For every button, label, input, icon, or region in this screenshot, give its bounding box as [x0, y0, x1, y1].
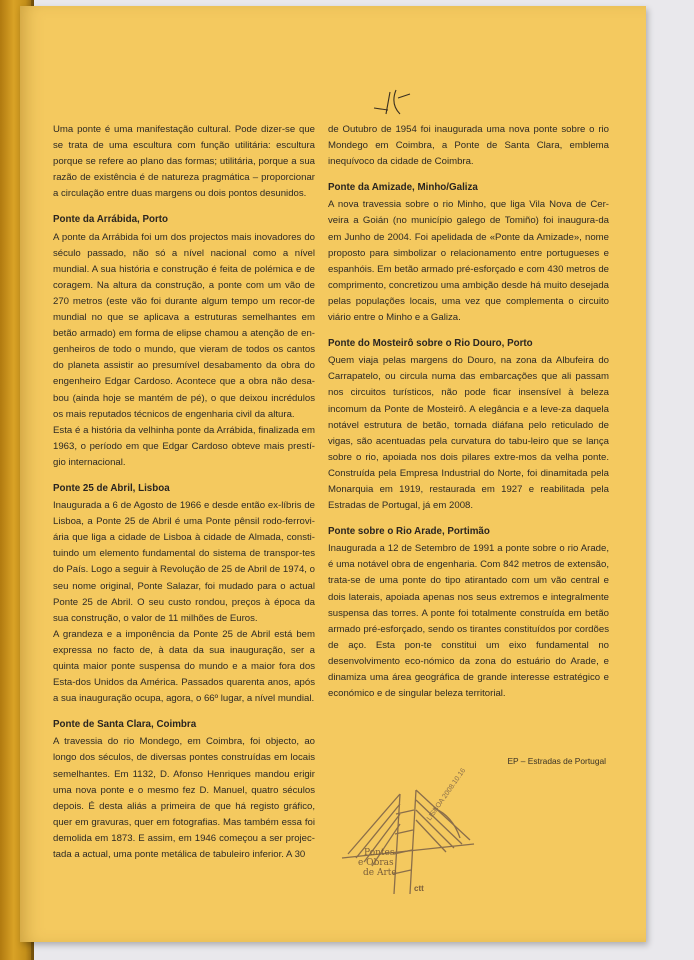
logo-text-arte: de Arte: [363, 868, 397, 878]
logo-text-obras: e Obras: [358, 858, 394, 868]
logo-brand: ctt: [414, 884, 424, 893]
credit-line: EP – Estradas de Portugal: [507, 756, 606, 766]
abril-paragraph-2: A grandeza e a imponência da Ponte 25 de Abril está bem expressa no facto de, à data da sua inauguração, ser a quinta maior ponte suspensa do mundo e a maior fora dos Esta-dos Unidos da América. Passados quarenta anos, após a sua inauguração ocupa, agora, o 66º lugar, a nível mundial.: [53, 628, 315, 705]
postmark-date: LISBOA 2008.10.16: [426, 767, 468, 823]
abril-paragraph-1: Inaugurada a 6 de Agosto de 1966 e desde então ex-líbris de Lisboa, a Ponte 25 de Abril é uma Ponte pênsil rodo-ferrovi-ária que liga a cidade de Lisboa à cidade de Almada, consti-tuindo um elemento fundamental do sistema de transpor-tes do País. Logo a seguir à Revolução de 25 de Abril de 1974, o seu nome original, Ponte Salazar, foi mudado para o actual Ponte 25 de Abril. O seu custo rondou, preços à época da sua construção, o valor de 11 milhões de Euros.: [53, 500, 315, 624]
santa-clara-paragraph: A travessia do rio Mondego, em Coimbra, foi objecto, ao longo dos séculos, de diversas pontes construídas em locais semelhantes. Em 1132, D. Afonso Henriques mandou erigir uma nova ponte e o mesmo fez D. Manuel, quatro séculos depois. É desta aliás a primeira de que há registo gráfico, quer em gravuras, quer em fotografias. Mas também essa foi demolida em 1873. E assim, em 1946 começou a ser projec-tada a actual, uma ponte metálica de tabuleiro inferior. A 30: [53, 736, 315, 861]
arrabida-paragraph-1: A ponte da Arrábida foi um dos projectos mais inovadores do século passado, não só a nível nacional como a nível mundial. A sua história e construção é feita de polémica e de coragem. Na altura da construção, a ponte com um vão de 270 metros (este vão foi durante algum tempo um recor-de mundial no que se aplicava a estruturas semelhantes em betão armado) em forma de elipse chamou a atenção de en-genheiros de todo o mundo, que vieram de todos os cantos do planeta assistir ao presumível desabamento da obra do engenheiro Edgar Cardoso. Acontece que a obra não desa-bou (ainda hoje se mantém de pé), o que deixou incrédulos os mais reputados técnicos de engenharia civil da altura.: [53, 231, 315, 420]
santa-clara-heading: Ponte de Santa Clara, Coimbra: [53, 719, 197, 731]
intro-paragraph: Uma ponte é uma manifestação cultural. Pode dizer-se que se trata de uma escultura com função utilitária: escultura porque se refere ao plano das formas; utilitária, porque a sua razão de existência é de natureza pragmática – proporcionar a circulação entre duas margens ou dois pontos desunidos.: [53, 124, 315, 200]
mosteiro-heading: Ponte do Mosteirô sobre o Rio Douro, Porto: [328, 338, 533, 350]
left-column: [53, 122, 315, 863]
santa-clara-continuation: de Outubro de 1954 foi inaugurada uma nova ponte sobre o rio Mondego em Coimbra, a Ponte de Santa Clara, emblema inequívoco da cidade de Coimbra.: [328, 124, 609, 168]
signature-mark: [370, 84, 414, 120]
amizade-heading: Ponte da Amizade, Minho/Galiza: [328, 182, 478, 194]
mosteiro-paragraph: Quem viaja pelas margens do Douro, na zona da Albufeira do Carrapatelo, ou circula numa das embarcações que ali passam nos circuitos turísticos, não pode ficar insensível à beleza incomum da Ponte de Mosteirô. A elegância e a leve-za daquela notável estrutura de betão, tornada diáfana pelo reticulado de vigas, são acentuadas pela curvatura do tabu-leiro que se lança sobre o rio, apoiada nos dois pilares extre-mos da velha ponte. Construída pela Empresa Industrial do Norte, foi dinamitada pela Monarquia em 1919, restaurada em 1927 e reabilitada pela Estradas de Portugal, já em 2008.: [328, 355, 609, 512]
arrabida-heading: Ponte da Arrábida, Porto: [53, 214, 169, 226]
arrabida-paragraph-2: Esta é a história da velhinha ponte da Arrábida, finalizada em 1963, o período em que Edgar Cardoso obteve mais prestí-gio internacional.: [53, 424, 315, 468]
abril-heading: Ponte 25 de Abril, Lisboa: [53, 482, 170, 494]
logo-text-pontes: Pontes: [364, 848, 395, 858]
arade-paragraph: Inaugurada a 12 de Setembro de 1991 a ponte sobre o rio Arade, é uma notável obra de engenharia. Com 842 metros de extensão, trata-se de uma ponte do tipo atirantado com um vão central e dois laterais, apoiada apenas nos seus extremos e integralmente suspensa das torres. A ponte foi totalmente construída em betão armado pré-esforçado, sendo os tirantes constituídos por cordões de aço. Esta pon-te constitui um eixo fundamental no desenvolvimento eco-nómico da zona do estuário do Arade, e dinamiza uma área geográfica de grande interesse estratégico e económico e de singular beleza territorial.: [328, 543, 609, 700]
arade-heading: Ponte sobre o Rio Arade, Portimão: [328, 526, 490, 538]
bridge-postmark-icon: [338, 774, 478, 904]
brochure-page: [20, 6, 646, 942]
right-column: [328, 122, 609, 702]
amizade-paragraph: A nova travessia sobre o rio Minho, que liga Vila Nova de Cer-veira a Goián (no município galego de Tomiño) foi inaugura-da em Junho de 2004. Foi apelidada de «Ponte da Amizade», nome proposto para simbolizar o relacionamento entre portugueses e espanhóis. Em betão armado pré-esforçado e com 430 metros de comprimento, concretizou uma ambição desde há muito desejada pelas populações locais, uma vez que complementa o circuito viário entre o Minho e a Galiza.: [328, 199, 609, 324]
